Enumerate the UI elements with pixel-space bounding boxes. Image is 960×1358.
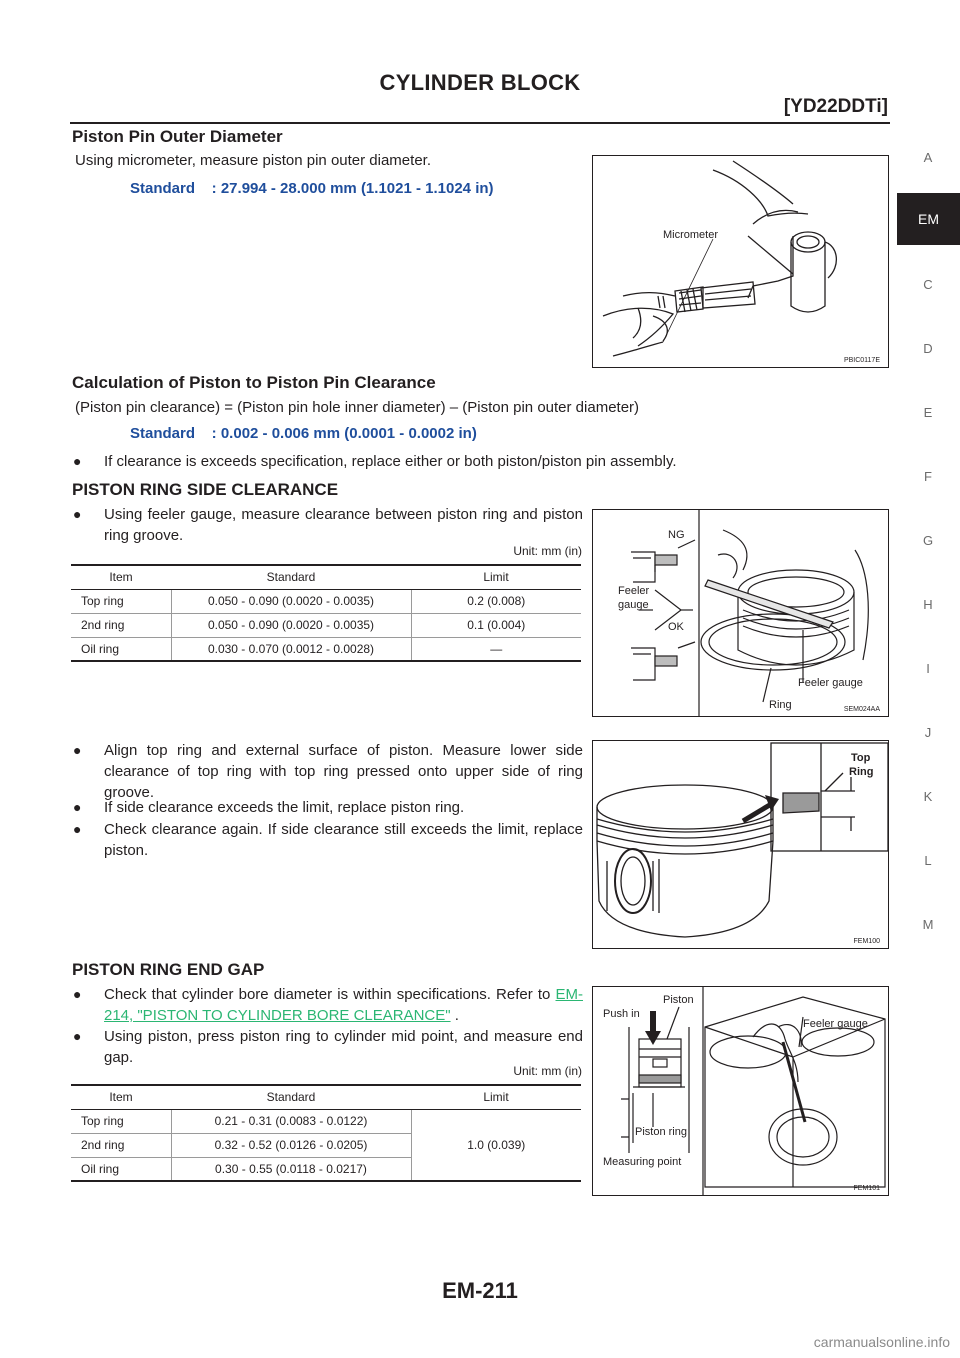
cell-standard: 0.30 - 0.55 (0.0118 - 0.0217) <box>171 1157 411 1181</box>
section-heading-pin-diameter: Piston Pin Outer Diameter <box>72 127 283 146</box>
section-heading-end-gap: PISTON RING END GAP <box>72 960 265 979</box>
engine-code: [YD22DDTi] <box>783 96 888 117</box>
bullet-replace-ring <box>73 797 583 818</box>
table-row <box>71 589 581 613</box>
cell-item: 2nd ring <box>71 1133 171 1157</box>
col-header-standard: Standard <box>171 565 411 589</box>
figure-code-sem024aa: SEM024AA <box>843 706 880 713</box>
table-header-row <box>71 1085 581 1109</box>
section-heading-side-clearance: PISTON RING SIDE CLEARANCE <box>72 480 339 499</box>
bullet-feeler-gauge <box>73 504 583 546</box>
side-index-m[interactable]: M <box>922 917 934 932</box>
cell-standard: 0.21 - 0.31 (0.0083 - 0.0122) <box>171 1109 411 1133</box>
bullet-text: Using feeler gauge, measure clearance between piston ring and piston ring groove. <box>104 506 583 544</box>
bullet-check-bore <box>73 984 583 1026</box>
measuring-point-label: Measuring point <box>603 1156 682 1168</box>
side-index-em-active[interactable]: EM <box>897 193 960 245</box>
cell-standard: 0.050 - 0.090 (0.0020 - 0.0035) <box>171 589 411 613</box>
pin-clearance-standard: Standard : 0.002 - 0.006 mm (0.0001 - 0.0002 in) <box>130 425 477 442</box>
feeler-gauge-label: Feeler gauge <box>798 677 863 689</box>
side-index-i[interactable]: I <box>926 661 930 676</box>
bullet-dot: ● <box>73 821 82 837</box>
table-row <box>71 637 581 661</box>
micrometer-figure <box>592 155 889 368</box>
table-header-row <box>71 565 581 589</box>
push-in-label: Push in <box>603 1008 640 1020</box>
bullet-dot: ● <box>73 986 82 1002</box>
bullet-dot: ● <box>73 453 82 469</box>
page-title: CYLINDER BLOCK <box>379 70 581 95</box>
top-label: Top <box>851 752 871 764</box>
top-ring-figure <box>592 740 889 949</box>
figure-code-fem101: FEM101 <box>853 1185 880 1192</box>
cell-item: Top ring <box>71 589 171 613</box>
header-rule <box>70 122 890 124</box>
end-gap-illustration <box>593 987 889 1196</box>
side-index-e[interactable]: E <box>923 405 933 420</box>
cell-standard: 0.030 - 0.070 (0.0012 - 0.0028) <box>171 637 411 661</box>
bullet-dot: ● <box>73 799 82 815</box>
col-header-standard: Standard <box>171 1085 411 1109</box>
bullet-dot: ● <box>73 1028 82 1044</box>
feeler-gauge-illustration <box>593 510 889 717</box>
bullet-dot: ● <box>73 742 82 758</box>
col-header-limit: Limit <box>411 565 581 589</box>
bullet-dot: ● <box>73 506 82 522</box>
cell-item: Oil ring <box>71 1157 171 1181</box>
col-header-item: Item <box>71 1085 171 1109</box>
bullet-text: If side clearance exceeds the limit, replace piston ring. <box>104 799 465 816</box>
cell-limit-merged: 1.0 (0.039) <box>411 1109 581 1181</box>
watermark: carmanualsonline.info <box>813 1334 950 1350</box>
side-index-g[interactable]: G <box>922 533 934 548</box>
side-index-j[interactable]: J <box>924 725 932 740</box>
figure-code-pbic0117e: PBIC0117E <box>843 357 880 364</box>
figure-code-fem100: FEM100 <box>853 938 880 945</box>
micrometer-illustration <box>593 156 889 368</box>
bullet-replace-assembly <box>73 451 773 472</box>
col-header-limit: Limit <box>411 1085 581 1109</box>
end-gap-table <box>71 1084 581 1182</box>
side-index-d[interactable]: D <box>923 341 933 356</box>
gauge-label: gauge <box>618 599 649 611</box>
pin-diameter-text: Using micrometer, measure piston pin outer diameter. <box>75 152 431 169</box>
table-row <box>71 613 581 637</box>
cell-limit: — <box>411 637 581 661</box>
cell-limit: 0.2 (0.008) <box>411 589 581 613</box>
ng-label: NG <box>668 529 685 541</box>
bullet-text: Check clearance again. If side clearance still exceeds the limit, replace piston. <box>104 821 583 859</box>
col-header-item: Item <box>71 565 171 589</box>
bore-clearance-link[interactable]: EM-214, "PISTON TO CYLINDER BORE CLEARANCE" <box>104 986 583 1024</box>
end-gap-figure <box>592 986 889 1196</box>
side-index-a[interactable]: A <box>923 150 933 165</box>
piston-ring-label: Piston ring <box>635 1126 687 1138</box>
clearance-formula: (Piston pin clearance) = (Piston pin hole inner diameter) – (Piston pin outer diameter) <box>75 399 640 416</box>
side-index-c[interactable]: C <box>923 277 933 292</box>
feeler-label: Feeler <box>618 585 650 597</box>
feeler-gauge-figure <box>592 509 889 717</box>
cell-item: Top ring <box>71 1109 171 1133</box>
ring-label: Ring <box>769 699 792 711</box>
unit-label: Unit: mm (in) <box>513 1064 582 1078</box>
cell-standard: 0.050 - 0.090 (0.0020 - 0.0035) <box>171 613 411 637</box>
side-index-h[interactable]: H <box>923 597 933 612</box>
bullet-measure-end-gap <box>73 1026 583 1068</box>
bullet-text: If clearance is exceeds specification, replace either or both piston/piston pin assembly. <box>104 453 677 470</box>
ok-label: OK <box>668 621 684 633</box>
side-index-k[interactable]: K <box>923 789 933 804</box>
section-heading-pin-clearance: Calculation of Piston to Piston Pin Clearance <box>72 373 436 392</box>
table-row <box>71 1109 581 1133</box>
side-index-f[interactable]: F <box>924 469 932 484</box>
bullet-text: Using piston, press piston ring to cylinder mid point, and measure end gap. <box>104 1028 583 1066</box>
page-number: EM-211 <box>442 1278 518 1303</box>
ring-label: Ring <box>849 766 874 778</box>
feeler-gauge-label: Feeler gauge <box>803 1018 868 1030</box>
cell-item: 2nd ring <box>71 613 171 637</box>
bullet-replace-piston <box>73 819 583 861</box>
cell-item: Oil ring <box>71 637 171 661</box>
bullet-align-top-ring <box>73 740 583 803</box>
micrometer-label: Micrometer <box>663 229 719 241</box>
unit-label: Unit: mm (in) <box>513 544 582 558</box>
bullet-text: Align top ring and external surface of piston. Measure lower side clearance of top ring with top ring pressed onto upper side of ring groove. <box>104 742 583 801</box>
bullet-text: Check that cylinder bore diameter is within specifications. Refer to <box>104 986 556 1003</box>
bullet-text-end: . <box>450 1007 459 1024</box>
side-index-l[interactable]: L <box>924 853 932 868</box>
piston-top-ring-illustration <box>593 741 889 949</box>
piston-label: Piston <box>663 994 694 1006</box>
cell-standard: 0.32 - 0.52 (0.0126 - 0.0205) <box>171 1133 411 1157</box>
pin-diameter-standard: Standard : 27.994 - 28.000 mm (1.1021 - 1.1024 in) <box>130 180 494 197</box>
side-clearance-table <box>71 564 581 662</box>
cell-limit: 0.1 (0.004) <box>411 613 581 637</box>
